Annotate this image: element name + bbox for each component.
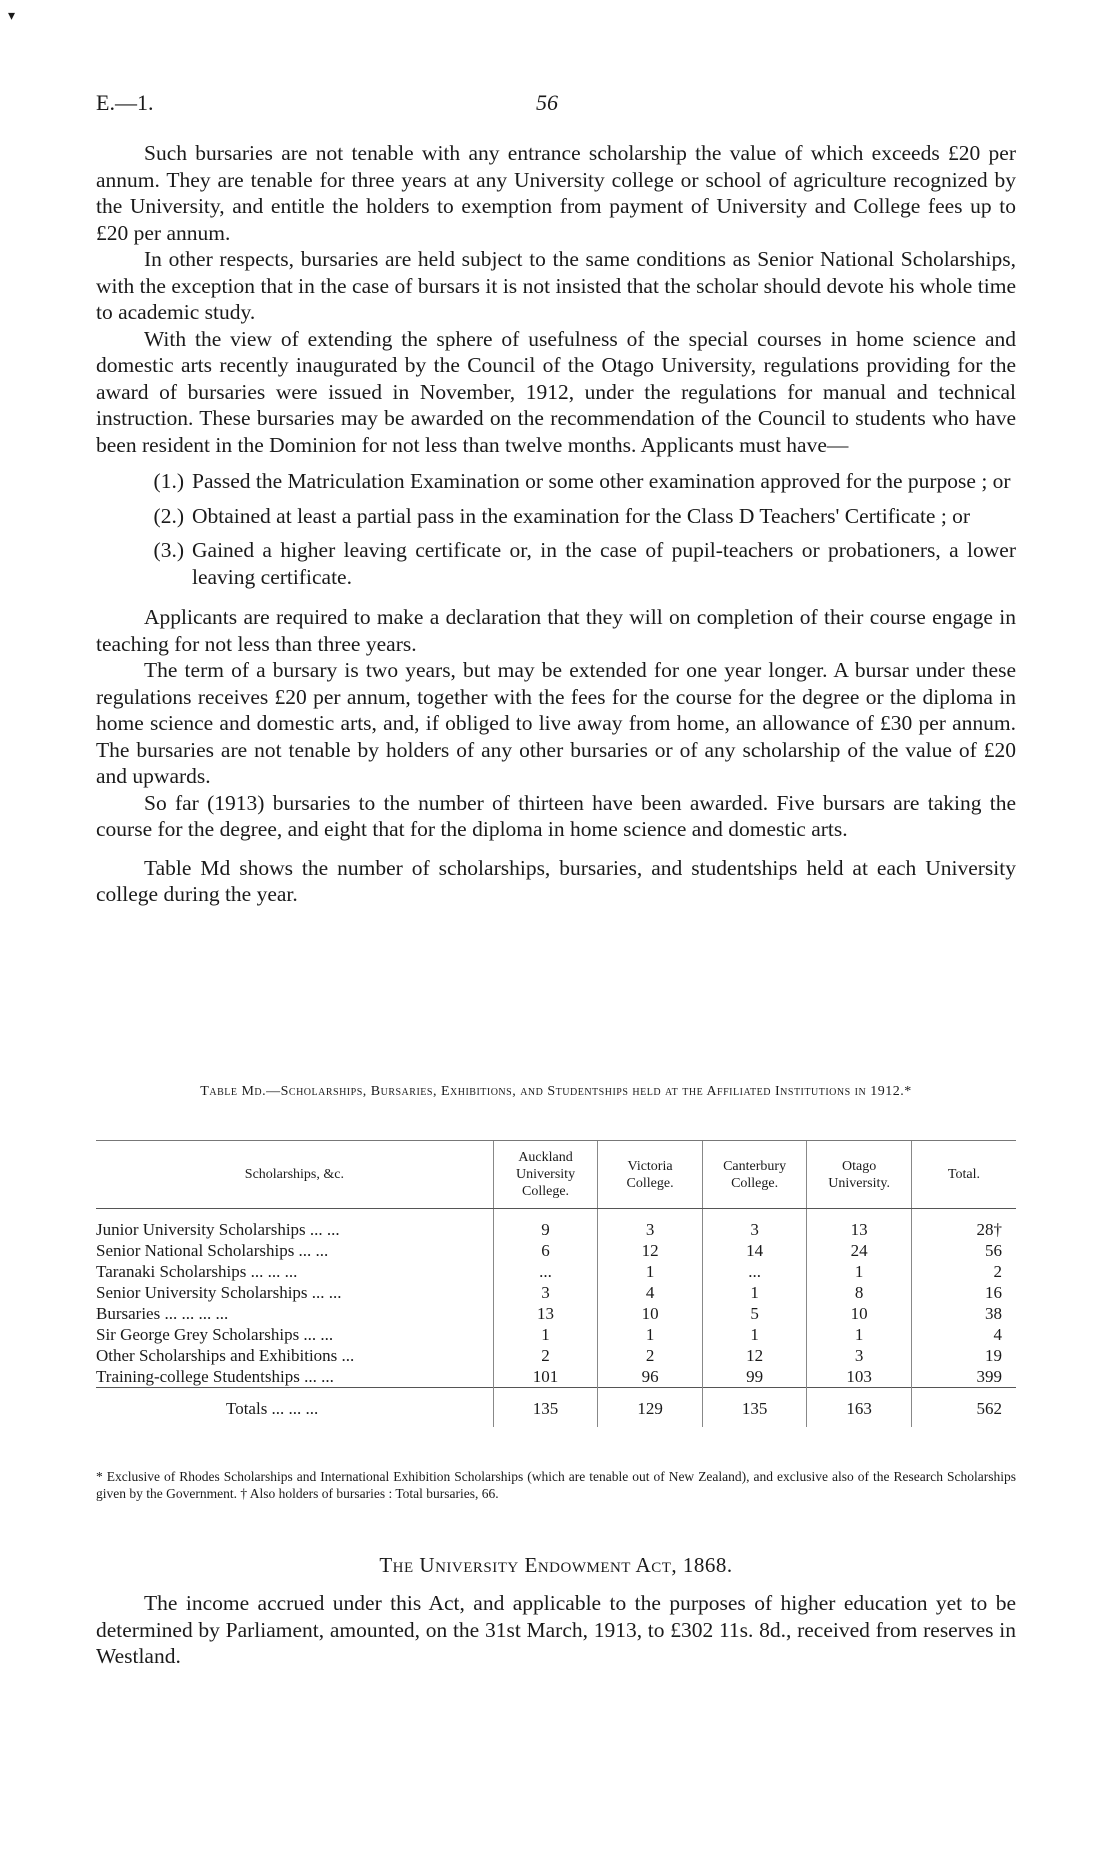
table-cell: 163 (807, 1388, 912, 1428)
requirements-list (96, 468, 1016, 590)
table-cell: 10 (807, 1303, 912, 1324)
table-cell: 3 (807, 1345, 912, 1366)
table-cell: 1 (702, 1282, 807, 1303)
table-cell: 19 (911, 1345, 1016, 1366)
list-item-text: Gained a higher leaving certificate or, in the case of pupil-teachers or probationers, a lower leaving certificate. (192, 538, 1016, 589)
table-cell: 135 (702, 1388, 807, 1428)
table-cell: 4 (911, 1324, 1016, 1345)
paragraph: In other respects, bursaries are held subject to the same conditions as Senior National Scholarships, with the exception that in the case of bursars it is not insisted that the scholar should devote his whole time to academic study. (96, 247, 1016, 324)
table-caption: Table Md.—Scholarships, Bursaries, Exhibitions, and Studentships held at the Affiliated Institutions in 1912.* (200, 1084, 912, 1099)
row-label: Bursaries ... ... ... ... (96, 1304, 229, 1323)
table-cell: 16 (911, 1282, 1016, 1303)
table-cell: 56 (911, 1240, 1016, 1261)
table-row (96, 1366, 1016, 1388)
page-number: 56 (536, 90, 558, 115)
paragraph: Applicants are required to make a declaration that they will on completion of their course engage in teaching for not less than three years. (96, 605, 1016, 656)
list-item-text: Obtained at least a partial pass in the examination for the Class D Teachers' Certificate ; or (192, 503, 971, 528)
table-footnote: * Exclusive of Rhodes Scholarships and International Exhibition Scholarships (which are tenable out of New Zealand), and exclusive also of the Research Scholarships given by the Government. † Also holders of bursaries : Total bursaries, 66. (96, 1469, 1016, 1501)
table-row (96, 1209, 1016, 1241)
list-item-number: (3.) (153, 538, 184, 562)
section-heading: The University Endowment Act, 1868. (379, 1553, 733, 1577)
table-cell: 129 (598, 1388, 703, 1428)
paragraph: Such bursaries are not tenable with any entrance scholarship the value of which exceeds £20 per annum. They are tenable for three years at any University college or school of agriculture recognized by the University, and entitle the holders to exemption from payment of University and College fees up to £20 per annum. (96, 141, 1016, 245)
table-cell: 1 (702, 1324, 807, 1345)
table-cell: 103 (807, 1366, 912, 1388)
row-label: Sir George Grey Scholarships ... ... (96, 1325, 334, 1344)
table-cell: 1 (598, 1324, 703, 1345)
table-cell: 399 (911, 1366, 1016, 1388)
table-cell: 135 (493, 1388, 598, 1428)
column-header: Total. (911, 1141, 1016, 1209)
table-cell: 1 (807, 1324, 912, 1345)
table-cell: 13 (807, 1209, 912, 1241)
table-cell: 9 (493, 1209, 598, 1241)
table-row (96, 1324, 1016, 1345)
row-label: Other Scholarships and Exhibitions ... (96, 1346, 355, 1365)
row-label: Training-college Studentships ... ... (96, 1367, 334, 1386)
column-header: Otago University. (807, 1141, 912, 1209)
table-cell: 3 (598, 1209, 703, 1241)
table-cell: 4 (598, 1282, 703, 1303)
row-label: Senior National Scholarships ... ... (96, 1241, 329, 1260)
table-cell: 12 (598, 1240, 703, 1261)
table-cell: 12 (702, 1345, 807, 1366)
table-header-row (96, 1141, 1016, 1209)
table-cell: 6 (493, 1240, 598, 1261)
list-item (96, 468, 1016, 495)
table-cell: 14 (702, 1240, 807, 1261)
column-header: Canterbury College. (702, 1141, 807, 1209)
row-label: Taranaki Scholarships ... ... ... (96, 1262, 298, 1281)
table-row (96, 1240, 1016, 1261)
section-body (96, 1590, 1016, 1670)
table-cell: 8 (807, 1282, 912, 1303)
table-cell: 3 (702, 1209, 807, 1241)
list-item (96, 537, 1016, 590)
corner-mark: ▾ (8, 9, 16, 24)
table-intro: Table Md shows the number of scholarships, bursaries, and studentships held at each University college during the year. (96, 855, 1016, 906)
table-cell: 2 (598, 1345, 703, 1366)
scholarships-table (96, 1140, 1016, 1427)
column-header: Scholarships, &c. (96, 1141, 493, 1209)
paragraph: The term of a bursary is two years, but may be extended for one year longer. A bursar under these regulations receives £20 per annum, together with the fees for the course for the degree or the diploma in home science and domestic arts, and, if obliged to live away from home, an allowance of £30 per annum. The bursaries are not tenable by holders of any other bursaries or of any scholarship of the value of £20 and upwards. (96, 658, 1016, 788)
table-cell: 28† (911, 1209, 1016, 1241)
totals-row (96, 1388, 1016, 1428)
table-row (96, 1303, 1016, 1324)
list-item-text: Passed the Matriculation Examination or some other examination approved for the purpose ; or (192, 469, 1011, 493)
table-row (96, 1345, 1016, 1366)
paragraph: With the view of extending the sphere of usefulness of the special courses in home science and domestic arts recently inaugurated by the Council of the Otago University, regulations providing for the award of bursaries were issued in November, 1912, under the regulations for manual and technical instruction. These bursaries may be awarded on the recommendation of the Council to students who have been resident in the Dominion for not less than twelve months. Applicants must have— (96, 326, 1016, 457)
row-label: Totals ... ... ... (96, 1388, 493, 1428)
table-cell: ... (493, 1261, 598, 1282)
list-item-number: (1.) (153, 469, 184, 493)
paragraph: The income accrued under this Act, and applicable to the purposes of higher education yet to be determined by Parliament, amounted, on the 31st March, 1913, to £302 11s. 8d., received from reserves in Westland. (96, 1591, 1016, 1668)
table-cell: ... (702, 1261, 807, 1282)
table-cell: 10 (598, 1303, 703, 1324)
report-code: E.—1. (96, 90, 154, 115)
list-item (96, 503, 1016, 530)
column-header: Victoria College. (598, 1141, 703, 1209)
table-cell: 1 (493, 1324, 598, 1345)
table-cell: 2 (493, 1345, 598, 1366)
table-cell: 3 (493, 1282, 598, 1303)
table-cell: 13 (493, 1303, 598, 1324)
table-cell: 99 (702, 1366, 807, 1388)
paragraph: So far (1913) bursaries to the number of thirteen have been awarded. Five bursars are taking the course for the degree, and eight that for the diploma in home science and domestic arts. (96, 790, 1016, 841)
list-item-number: (2.) (153, 503, 184, 528)
table-cell: 5 (702, 1303, 807, 1324)
column-header: Auckland University College. (493, 1141, 598, 1209)
table-row (96, 1261, 1016, 1282)
table-cell: 96 (598, 1366, 703, 1388)
page-header (96, 90, 1016, 120)
table-cell: 1 (807, 1261, 912, 1282)
table-cell: 2 (911, 1261, 1016, 1282)
row-label: Senior University Scholarships ... ... (96, 1283, 342, 1302)
table-cell: 562 (911, 1388, 1016, 1428)
row-label: Junior University Scholarships ... ... (96, 1220, 340, 1239)
table-cell: 24 (807, 1240, 912, 1261)
body-text (96, 140, 1016, 908)
table-cell: 1 (598, 1261, 703, 1282)
table-cell: 101 (493, 1366, 598, 1388)
table-cell: 38 (911, 1303, 1016, 1324)
table-row (96, 1282, 1016, 1303)
